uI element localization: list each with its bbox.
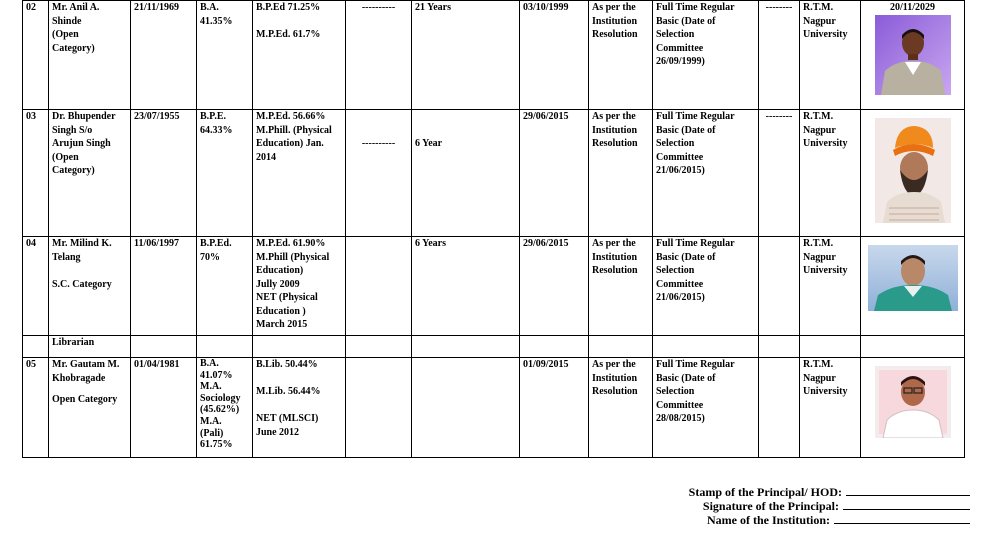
photo-cell (861, 1, 965, 110)
table-row (23, 110, 965, 237)
date-of-birth: 21/11/1969 (131, 1, 197, 110)
table-row (23, 1, 965, 110)
date-of-birth: 11/06/1997 (131, 237, 197, 336)
staff-details-table (22, 0, 965, 458)
dash-cell: -------- (759, 110, 800, 237)
date-of-joining: 03/10/1999 (520, 1, 589, 110)
experience (412, 358, 520, 458)
university: R.T.M. Nagpur University (800, 237, 861, 336)
serial-number: 04 (23, 237, 49, 336)
person-photo-icon (875, 15, 951, 95)
experience: 21 Years (412, 1, 520, 110)
dash-cell (759, 358, 800, 458)
experience: 6 Years (412, 237, 520, 336)
photo-cell (861, 237, 965, 336)
dash-cell: ---------- (346, 1, 412, 110)
university: R.T.M. Nagpur University (800, 1, 861, 110)
dash-cell (759, 237, 800, 336)
section-heading: Librarian (49, 336, 131, 358)
table-row (23, 237, 965, 336)
candidate-name: Mr. Milind K. Telang S.C. Category (49, 237, 131, 336)
experience: 6 Year (412, 110, 520, 237)
dash-cell (346, 237, 412, 336)
appointment: As per the Institution Resolution (589, 1, 653, 110)
appointment: As per the Institution Resolution (589, 110, 653, 237)
dash-cell: ---------- (346, 110, 412, 237)
ug-qualification: B.P.Ed. 70% (197, 237, 253, 336)
university: R.T.M. Nagpur University (800, 358, 861, 458)
nature-of-appointment: Full Time Regular Basic (Date of Selection Committee 21/06/2015) (653, 110, 759, 237)
nature-of-appointment: Full Time Regular Basic (Date of Selection Committee 28/08/2015) (653, 358, 759, 458)
category: S.C. Category (52, 278, 112, 290)
principal-signature-line: Signature of the Principal: (703, 499, 970, 513)
university: R.T.M. Nagpur University (800, 110, 861, 237)
date-of-joining: 01/09/2015 (520, 358, 589, 458)
category: Open Category (52, 394, 118, 405)
pg-qualification: M.P.Ed. 61.90% M.Phill (Physical Education) Jully 2009 NET (Physical Education ) March 2015 (253, 237, 346, 336)
photo-cell (861, 110, 965, 237)
date-of-joining: 29/06/2015 (520, 237, 589, 336)
date-of-birth: 23/07/1955 (131, 110, 197, 237)
person-turban-photo-icon (875, 118, 951, 223)
nature-of-appointment: Full Time Regular Basic (Date of Selection Committee 26/09/1999) (653, 1, 759, 110)
serial-number: 03 (23, 110, 49, 237)
candidate-name: Mr. Gautam M. Khobragade Open Category (49, 358, 131, 458)
appointment: As per the Institution Resolution (589, 358, 653, 458)
dash-cell: -------- (759, 1, 800, 110)
dash-cell (346, 358, 412, 458)
ug-qualification: B.A. 41.35% (197, 1, 253, 110)
appointment: As per the Institution Resolution (589, 237, 653, 336)
person-photo-icon (875, 366, 951, 438)
photo-cell (861, 358, 965, 458)
date-of-joining: 29/06/2015 (520, 110, 589, 237)
person-photo-icon (875, 245, 951, 311)
date-of-birth: 01/04/1981 (131, 358, 197, 458)
table-row (23, 336, 965, 358)
ug-qualification: B.P.E. 64.33% (197, 110, 253, 237)
principal-stamp-line: Stamp of the Principal/ HOD: (689, 485, 970, 499)
table-row (23, 358, 965, 458)
nature-of-appointment: Full Time Regular Basic (Date of Selection Committee 21/06/2015) (653, 237, 759, 336)
candidate-name: Mr. Anil A. Shinde (Open Category) (49, 1, 131, 110)
serial-number: 02 (23, 1, 49, 110)
pg-qualification: M.P.Ed. 56.66% M.Phill. (Physical Education) Jan. 2014 (253, 110, 346, 237)
pg-qualification: B.P.Ed 71.25% M.P.Ed. 61.7% (253, 1, 346, 110)
pg-qualification: B.Lib. 50.44% M.Lib. 56.44% NET (MLSCI) June 2012 (253, 358, 346, 458)
candidate-name: Dr. Bhupender Singh S/o Arujun Singh (Open Category) (49, 110, 131, 237)
serial-number: 05 (23, 358, 49, 458)
institution-name-line: Name of the Institution: (707, 513, 970, 527)
ug-qualification: B.A. 41.07% M.A. Sociology (45.62%) M.A. (Pali) 61.75% (197, 358, 253, 458)
retirement-date: 20/11/2029 (889, 2, 935, 13)
